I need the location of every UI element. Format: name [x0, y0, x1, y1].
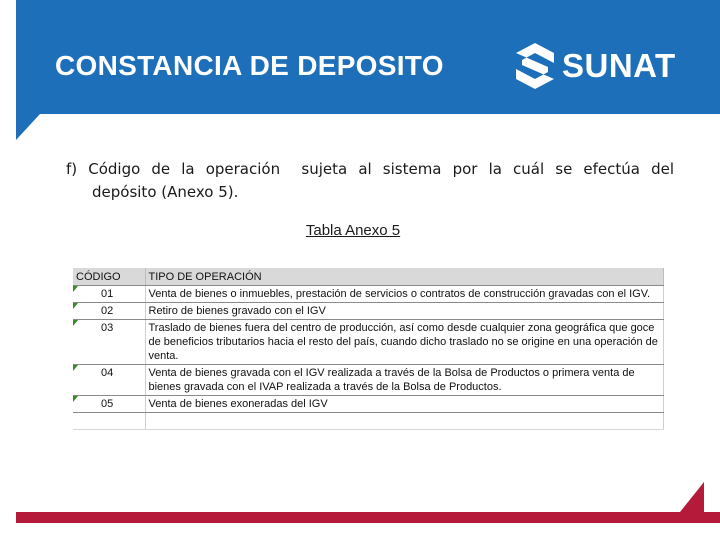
operation-description: Traslado de bienes fuera del centro de producción, así como desde cualquier zona geográfica que goce de beneficios tributarios hacia el resto del país, cuando dicho traslado no se origine en una operación de venta. — [145, 320, 664, 365]
operation-description: Retiro de bienes gravado con el IGV — [145, 303, 664, 320]
paragraph-line-1a: f) Código de la operación — [66, 160, 281, 178]
page-title: CONSTANCIA DE DEPOSITO — [55, 50, 444, 81]
code-value: 01 — [101, 288, 114, 300]
header-operation-type: TIPO DE OPERACIÓN — [145, 268, 664, 286]
logo-text: SUNAT — [562, 47, 676, 84]
table-title: Tabla Anexo 5 — [305, 222, 401, 239]
paragraph-line-2: depósito (Anexo 5). — [92, 183, 239, 201]
code-value: 03 — [101, 322, 114, 334]
header-code: CÓDIGO — [73, 268, 145, 286]
paragraph-line-1b: sujeta al sistema por la cuál se efectúa del — [301, 160, 674, 178]
code-value: 04 — [101, 367, 114, 379]
operation-description: Venta de bienes o inmuebles, prestación de servicios o contratos de construcción gravadas con el IGV. — [145, 286, 664, 303]
operation-description: Venta de bienes exoneradas del IGV — [145, 396, 664, 413]
operation-description: Venta de bienes gravada con el IGV realizada a través de la Bolsa de Productos o primera venta de bienes gravada con el IVAP realizada a través de la Bolsa de Productos. — [145, 365, 664, 396]
code-value: 02 — [101, 305, 114, 317]
code-value: 05 — [101, 398, 114, 410]
